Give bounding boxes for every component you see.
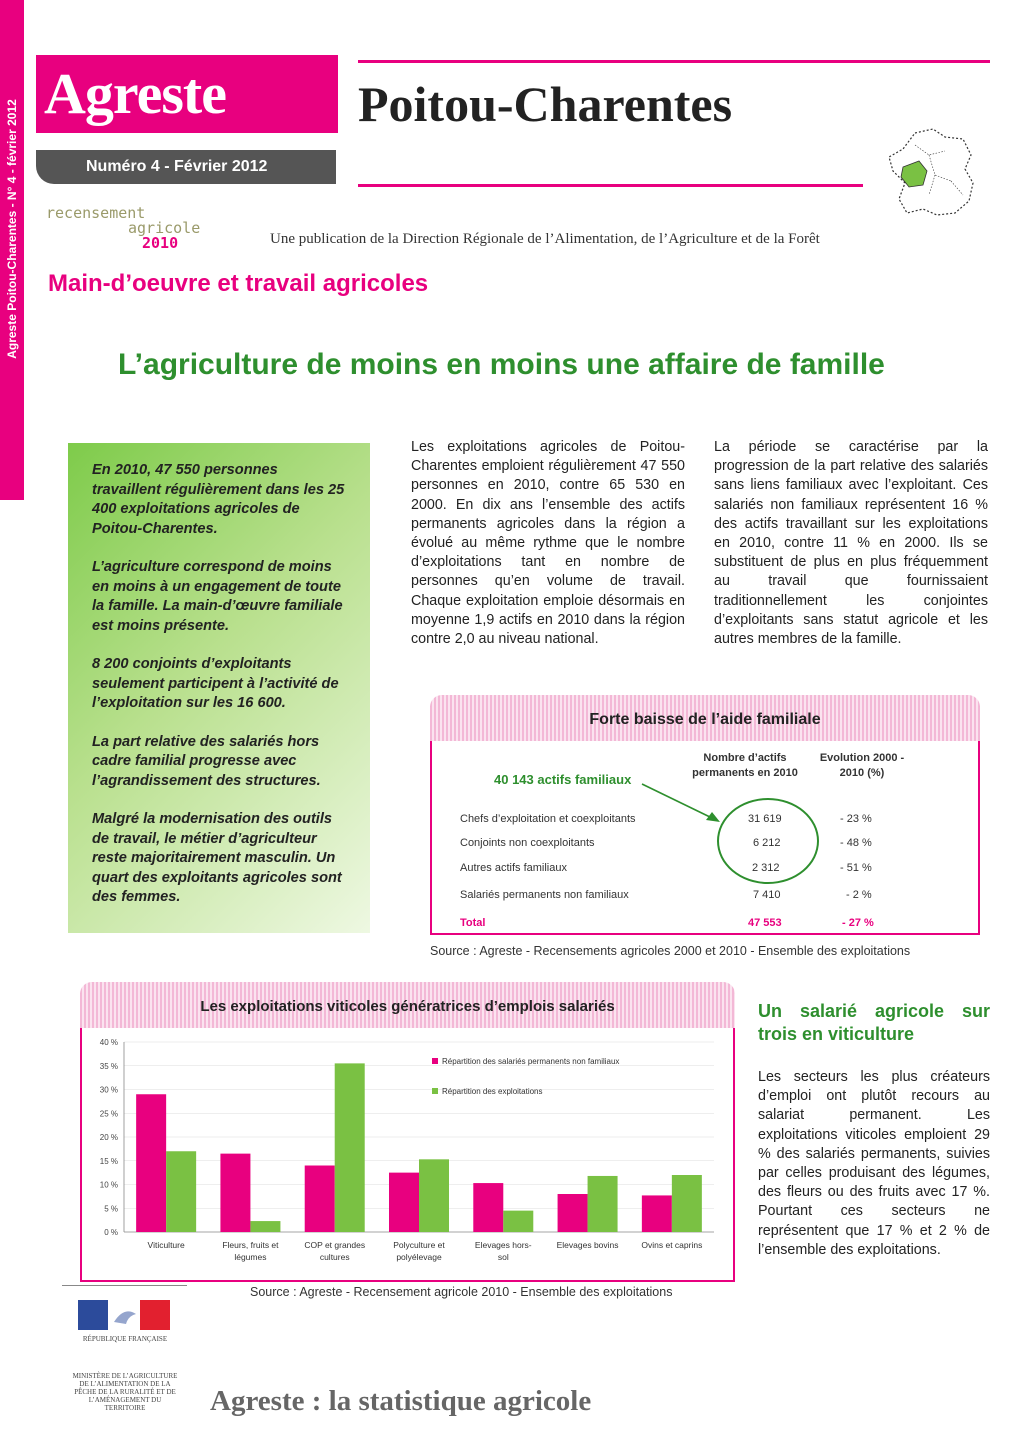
y-tick-label: 15 % (99, 1156, 118, 1166)
x-tick-label: sol (497, 1252, 509, 1262)
bar (419, 1159, 449, 1232)
bar (335, 1063, 365, 1232)
y-tick-label: 25 % (99, 1109, 118, 1119)
issue-number: Numéro 4 - Février 2012 (36, 150, 336, 184)
y-tick-label: 5 % (104, 1204, 118, 1214)
family-workers-label: 40 143 actifs familiaux (494, 772, 632, 787)
bar (672, 1175, 702, 1232)
chart-title: Les exploitations viticoles génératrices d’emplois salariés (80, 982, 735, 1028)
x-tick-label: cultures (319, 1252, 350, 1262)
table-row-value: 7 410 (753, 889, 781, 901)
summary-item: En 2010, 47 550 personnes travaillent régulièrement dans les 25 400 exploitations agricoles de Poitou-Charentes. (92, 462, 345, 537)
publication-line: Une publication de la Direction Régionale de l’Alimentation, de l’Agriculture et de la Forêt (270, 231, 820, 247)
marianne-logo (78, 1300, 170, 1330)
footer-title: Agreste : la statistique agricole (210, 1385, 592, 1417)
body-column-1: Les exploitations agricoles de Poitou-Charentes emploient régulièrement 47 550 personnes en 2010, contre 65 530 en 2000. En dix ans l’ensemble des actifs permanents agricoles dans la région a évolué au même rythme que le nombre d’exploitations tant en nombre de personnes qu’en volume de travail. Chaque exploitation emploie désormais en moyenne 1,9 actifs en 2010 dans la région contre 2,0 au niveau national. (411, 439, 685, 648)
body-column-2: La période se caractérise par la progression de la part relative des salariés sans liens familiaux avec l’exploitant. Ces salariés non familiaux représentent 16 % des actifs travaillant sur les exploitations en 2010, contre 11 % en 2000. Ils se substituent de plus en plus fréquemment au travail que fournissaient traditionnellement les conjointes d’exploitants sans statut agricole et les autres membres de la famille. (714, 439, 988, 648)
side-text: Les secteurs les plus créateurs d’emploi ont plutôt recours au salariat permanent. Les exploitations viticoles emploient 29 % des salariés permanents, suivies par celles produisant des légumes, des fleurs ou des fruits avec 17 %. Pourtant ces secteurs ne représentent que 17 % et 2 % de l’ensemble des exploitations. (758, 1069, 990, 1258)
x-tick-label: Elevages bovins (556, 1240, 619, 1250)
header-rule-bottom (358, 184, 863, 187)
x-tick-label: Elevages hors- (474, 1240, 532, 1250)
summary-item: L’agriculture correspond de moins en moins à un engagement de toute la famille. La main-d’œuvre familiale est moins présente. (92, 559, 343, 634)
legend-label: Répartition des salariés permanents non familiaux (442, 1057, 620, 1066)
section-title: Main-d’oeuvre et travail agricoles (48, 270, 429, 297)
legend-swatch (432, 1058, 438, 1064)
x-tick-label: polyélevage (396, 1252, 442, 1262)
table-title: Forte baisse de l’aide familiale (430, 695, 980, 741)
x-tick-label: Fleurs, fruits et (222, 1240, 279, 1250)
table-row-label: Conjoints non coexploitants (460, 837, 595, 849)
table-total-label: Total (460, 917, 486, 929)
bar (642, 1195, 672, 1232)
table-row-label: Autres actifs familiaux (460, 862, 567, 874)
summary-box (68, 443, 370, 933)
legend-swatch (432, 1088, 438, 1094)
side-heading: Un salarié agricole sur trois en viticulture (758, 1001, 990, 1044)
ministry-label: MINISTÈRE DE L’AGRICULTURE DE L’ALIMENTATION DE LA PÊCHE DE LA RURALITÉ ET DE L’AMÉNAGEMENT DU TERRITOIRE (72, 1372, 178, 1412)
table-row-value: 31 619 (748, 813, 782, 825)
table-total-value: 47 553 (748, 917, 782, 929)
bar (136, 1094, 166, 1232)
y-tick-label: 10 % (99, 1180, 118, 1190)
summary-item: 8 200 conjoints d’exploitants seulement participent à l’activité de l’exploitation sur les 16 600. (92, 656, 339, 711)
census-logo: recensement agricole 2010 (46, 204, 201, 252)
legend-label: Répartition des exploitations (442, 1087, 543, 1096)
y-tick-label: 35 % (99, 1061, 118, 1071)
bar-chart (82, 1028, 733, 1280)
republique-francaise-label: RÉPUBLIQUE FRANÇAISE (82, 1335, 168, 1343)
bar (389, 1173, 419, 1232)
france-map-icon (885, 125, 975, 220)
table-total-evolution: - 27 % (842, 917, 874, 929)
table-row-label: Chefs d’exploitation et coexploitants (460, 813, 636, 825)
region-title: Poitou-Charentes (358, 76, 733, 132)
table-row-value: 2 312 (752, 862, 780, 874)
bar (220, 1154, 250, 1232)
table-col-header-count: Nombre d’actifs permanents en 2010 (692, 752, 798, 779)
table-source: Source : Agreste - Recensements agricoles 2000 et 2010 - Ensemble des exploitations (430, 944, 911, 958)
footer-divider (62, 1285, 187, 1286)
bar (588, 1176, 618, 1232)
table-row-evolution: - 48 % (840, 837, 872, 849)
y-tick-label: 0 % (104, 1228, 118, 1237)
agreste-logo: Agreste (36, 55, 338, 133)
table-col-header-evolution: Evolution 2000 - 2010 (%) (819, 752, 905, 779)
arrow-icon (640, 782, 724, 826)
x-tick-label: Viticulture (147, 1240, 185, 1250)
table-row-evolution: - 23 % (840, 813, 872, 825)
y-tick-label: 40 % (99, 1038, 118, 1047)
bar (558, 1194, 588, 1232)
sidebar-text: Agreste Poitou-Charentes - N° 4 - février 2012 (5, 99, 19, 359)
bar (250, 1221, 280, 1232)
table-row-value: 6 212 (753, 837, 781, 849)
table-row-label: Salariés permanents non familiaux (460, 889, 629, 901)
y-tick-label: 20 % (99, 1133, 118, 1142)
header-rule-top (358, 60, 990, 63)
bar (305, 1166, 335, 1233)
headline: L’agriculture de moins en moins une affaire de famille (118, 348, 885, 381)
x-tick-label: légumes (234, 1252, 267, 1262)
summary-item: La part relative des salariés hors cadre familial progresse avec l’agrandissement des structures. (92, 733, 321, 789)
x-tick-label: Ovins et caprins (641, 1240, 703, 1250)
bar (473, 1183, 503, 1232)
chart-source: Source : Agreste - Recensement agricole 2010 - Ensemble des exploitations (250, 1285, 673, 1299)
table-row-evolution: - 2 % (846, 889, 872, 901)
table-row-evolution: - 51 % (840, 862, 872, 874)
x-tick-label: COP et grandes (304, 1240, 366, 1250)
x-tick-label: Polyculture et (393, 1240, 445, 1250)
summary-item: Malgré la modernisation des outils de travail, le métier d’agriculteur reste majoritairement masculin. Un quart des exploitants agricoles sont des femmes. (92, 811, 342, 905)
bar (503, 1211, 533, 1232)
bar (166, 1151, 196, 1232)
y-tick-label: 30 % (99, 1085, 118, 1095)
